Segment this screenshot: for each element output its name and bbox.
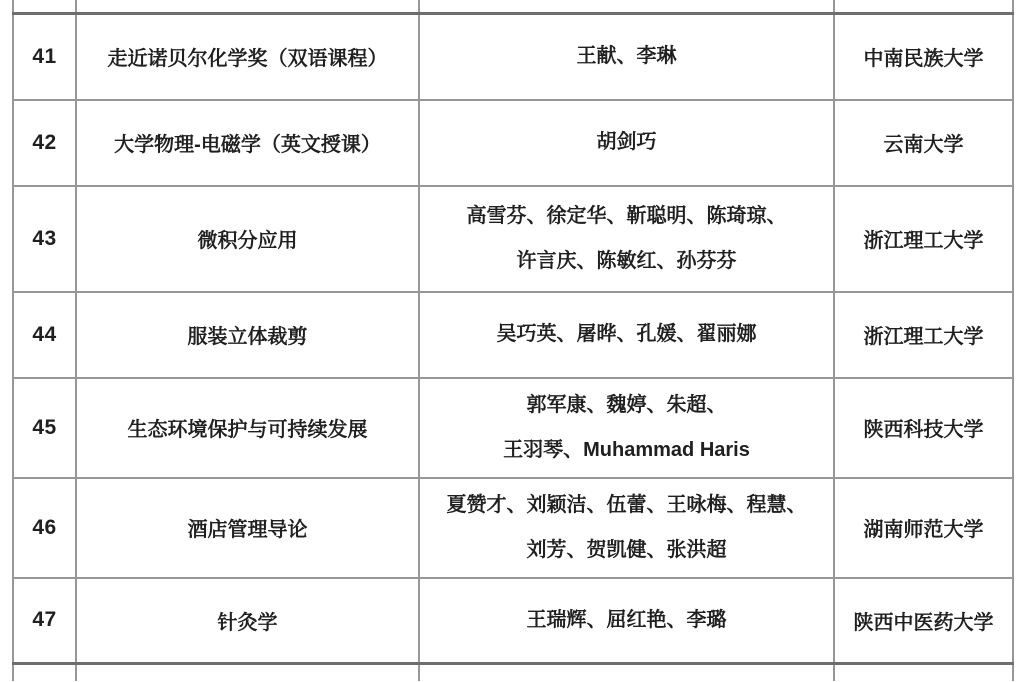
- row-number-cell: 46: [13, 478, 76, 578]
- table-row: [13, 292, 1013, 378]
- teachers-line: 王羽琴、Muhammad Haris: [503, 438, 750, 461]
- teachers-line: 刘芳、贺凯健、张洪超: [526, 538, 727, 561]
- teachers-line: 胡剑巧: [596, 131, 657, 153]
- row-number-cell: 42: [13, 100, 76, 186]
- teachers-line: 王献、李琳: [576, 45, 677, 68]
- row-number-cell: 47: [13, 578, 76, 664]
- teachers-cell: [419, 0, 834, 14]
- teachers-line: 高雪芬、徐定华、靳聪明、陈琦琼、: [466, 204, 787, 227]
- course-name-cell: 大学物理-电磁学（英文授课）: [76, 100, 419, 186]
- table-row: [13, 578, 1013, 664]
- course-name-cell: [76, 0, 419, 14]
- teachers-cell: [419, 186, 834, 292]
- course-name-cell: 服装立体裁剪: [76, 292, 419, 378]
- university-cell: [834, 0, 1013, 14]
- university-cell: 中南民族大学: [834, 14, 1013, 100]
- teachers-cell: [419, 664, 834, 682]
- table-row: [13, 100, 1013, 186]
- university-cell: 陕西科技大学: [834, 378, 1013, 478]
- row-number-cell: [13, 664, 76, 682]
- teachers-cell: [419, 14, 834, 100]
- teachers-line: 吴巧英、屠晔、孔媛、翟丽娜: [496, 323, 757, 345]
- teachers-cell: [419, 378, 834, 478]
- course-name-cell: 针灸学: [76, 578, 419, 664]
- row-number-cell: 44: [13, 292, 76, 378]
- table-row: [13, 14, 1013, 100]
- course-name-cell: 生态环境保护与可持续发展: [76, 378, 419, 478]
- table-row: [13, 378, 1013, 478]
- teachers-line: 郭军康、魏婷、朱超、: [526, 393, 727, 416]
- course-name-cell: 走近诺贝尔化学奖（双语课程）: [76, 14, 419, 100]
- teachers-line: 王瑞辉、屈红艳、李璐: [526, 608, 727, 631]
- course-list-table: [12, 0, 1014, 681]
- row-number-cell: 41: [13, 14, 76, 100]
- row-number-cell: [13, 0, 76, 14]
- table-row: [13, 478, 1013, 578]
- course-name-cell: 微积分应用: [76, 186, 419, 292]
- table-row: [13, 186, 1013, 292]
- scanned-table-region: [12, 0, 1012, 681]
- table-row-partial-top: [13, 0, 1013, 14]
- teachers-cell: [419, 578, 834, 664]
- teachers-cell: [419, 478, 834, 578]
- university-cell: 浙江理工大学: [834, 292, 1013, 378]
- course-name-cell: 酒店管理导论: [76, 478, 419, 578]
- row-number-cell: 43: [13, 186, 76, 292]
- university-cell: [834, 664, 1013, 682]
- teachers-cell: [419, 292, 834, 378]
- course-name-cell: [76, 664, 419, 682]
- university-cell: 湖南师范大学: [834, 478, 1013, 578]
- university-cell: 浙江理工大学: [834, 186, 1013, 292]
- row-number-cell: 45: [13, 378, 76, 478]
- table-row-partial-bottom: [13, 664, 1013, 682]
- teachers-line: 夏赞才、刘颖洁、伍蕾、王咏梅、程慧、: [446, 493, 807, 516]
- teachers-cell: [419, 100, 834, 186]
- university-cell: 陕西中医药大学: [834, 578, 1013, 664]
- teachers-line: 许言庆、陈敏红、孙芬芬: [516, 249, 737, 272]
- university-cell: 云南大学: [834, 100, 1013, 186]
